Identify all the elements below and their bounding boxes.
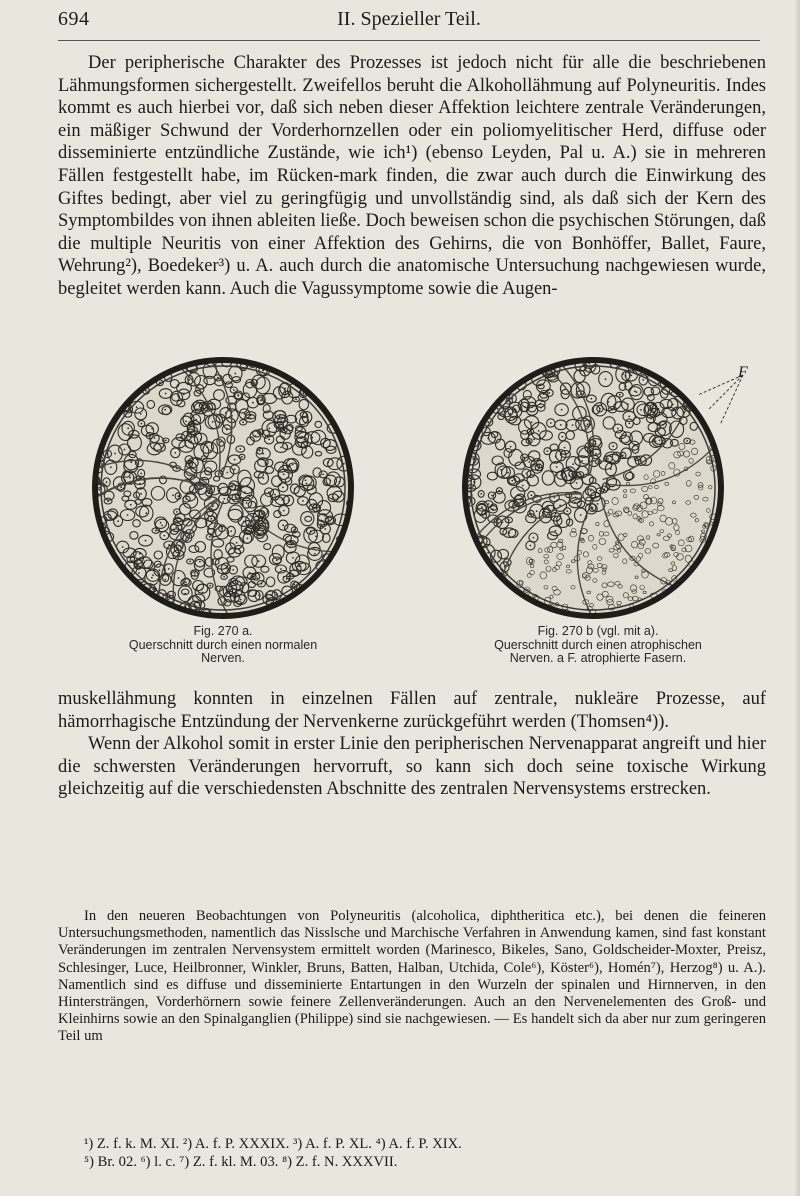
small-print-text: In den neueren Beobachtungen von Polyneuritis (alcoholica, diphtheritica etc.), bei denen die feineren Untersuchungsmethoden, namentlich das Nisslsche und Marchische Verfahren in Anwendung kamen, sind fast konstant Veränderungen im zentralen Nervensystem ermittelt worden (Marinesco, Bikeles, Sano, Goldscheider-Moxter, Preisz, Schlesinger, Luce, Heilbronner, Winkler, Bruns, Batten, Halban, Utchida, Cole⁶), Köster⁶), Homén⁷), Herzog⁸) u. A.). Namentlich sind es diffuse und disseminierte Entartungen in den Wurzeln der spinalen und Hirnnerven, in den Hintersträngen, Vorderhörnern sowie feinere Zellenveränderungen. Auch an den Nervenelementen des Groß- und Kleinhirns sowie an den Spinalganglien (Philippe) sind sie nachgewiesen. — Es handelt sich da aber nur zum geringeren Teil um: [58, 908, 766, 1045]
running-title: II. Spezieller Teil.: [337, 8, 481, 30]
caption-line: Nerven.: [201, 651, 245, 665]
figure-270b-caption: [448, 625, 748, 666]
page-number: 694: [58, 8, 90, 30]
caption-line: Nerven. a F. atrophierte Fasern.: [509, 651, 687, 665]
figure-270a-caption: [73, 625, 373, 666]
paragraph-continuation: muskellähmung konnten in einzelnen Fällen auf zentrale, nukleäre Prozesse, auf hämorrhagische Entzündung der Nervenkerne zurückgeführt werden (Thomsen⁴)).: [58, 689, 766, 732]
header-rule: [58, 40, 760, 41]
nerve-fibres: [461, 357, 721, 616]
fibre-label: F: [738, 364, 748, 381]
footnote-line: ⁵) Br. 02. ⁶) l. c. ⁷) Z. f. kl. M. 03. ⁸) Z. f. N. XXXVII.: [84, 1153, 398, 1170]
paragraph-1: Der peripherische Charakter des Prozesses ist jedoch nicht für alle die beschriebenen Lähmungsformen sichergestellt. Zweifellos beruht die Alkohollähmung auf Polyneuritis. Indes kommt es auch hierbei vor, daß sich neben dieser Affektion leichtere zentrale Veränderungen, ein mäßiger Schwund der Vorderhornzellen oder ein poliomyelitischer Herd, diffuse oder disseminierte entzündliche Zustände, wie ich¹) (ebenso Leyden, Pal u. A.) sie in mehreren Fällen festgestellt habe, im Rücken-mark finden, die zwar auch durch die Einwirkung des Giftes bedingt, aber viel zu geringfügig und unvollständig sind, als daß sich der Kern des Symptombildes von ihnen ableiten ließe. Doch beweisen schon die psychischen Störungen, daß die multiple Neuritis von einer Affektion des Gehirns, die von Bonhöffer, Ballet, Faure, Wehrung²), Boedeker³) u. A. auch durch die anatomische Untersuchung nachgewiesen wurde, begleitet werden kann. Auch die Vagussymptome sowie die Augen-: [58, 53, 766, 299]
page-edge-shadow: [794, 0, 800, 1196]
caption-line: Fig. 270 a.: [193, 624, 253, 638]
figure-area: [58, 355, 766, 685]
paragraph-2: Wenn der Alkohol somit in erster Linie den peripherischen Nervenapparat angreift und hier die schwersten Veränderungen hervorruft, so kann sich doch seine toxische Wirkung gleichzeitig auf die verschiedensten Abschnitte des zentralen Nervensystems erstrecken.: [58, 734, 766, 800]
body-text-top: [58, 52, 766, 301]
atrophic-nerve-cross-section: [458, 355, 758, 625]
caption-line: Querschnitt durch einen normalen: [128, 637, 318, 652]
caption-line: Querschnitt durch einen atrophischen: [494, 637, 702, 652]
footnotes: [58, 1136, 766, 1171]
figure-270a: [88, 355, 358, 625]
figure-270b: [458, 355, 758, 625]
page-header: [58, 8, 760, 36]
label-leader-lines: [698, 375, 743, 425]
small-print-paragraph: [58, 908, 766, 1046]
nerve-fibres: [91, 355, 353, 618]
normal-nerve-cross-section: [88, 355, 358, 625]
caption-line: Fig. 270 b (vgl. mit a).: [537, 624, 659, 638]
footnote-line: ¹) Z. f. k. M. XI. ²) A. f. P. XXXIX. ³) A. f. P. XL. ⁴) A. f. P. XIX.: [84, 1136, 462, 1152]
body-text-bottom: [58, 688, 766, 801]
